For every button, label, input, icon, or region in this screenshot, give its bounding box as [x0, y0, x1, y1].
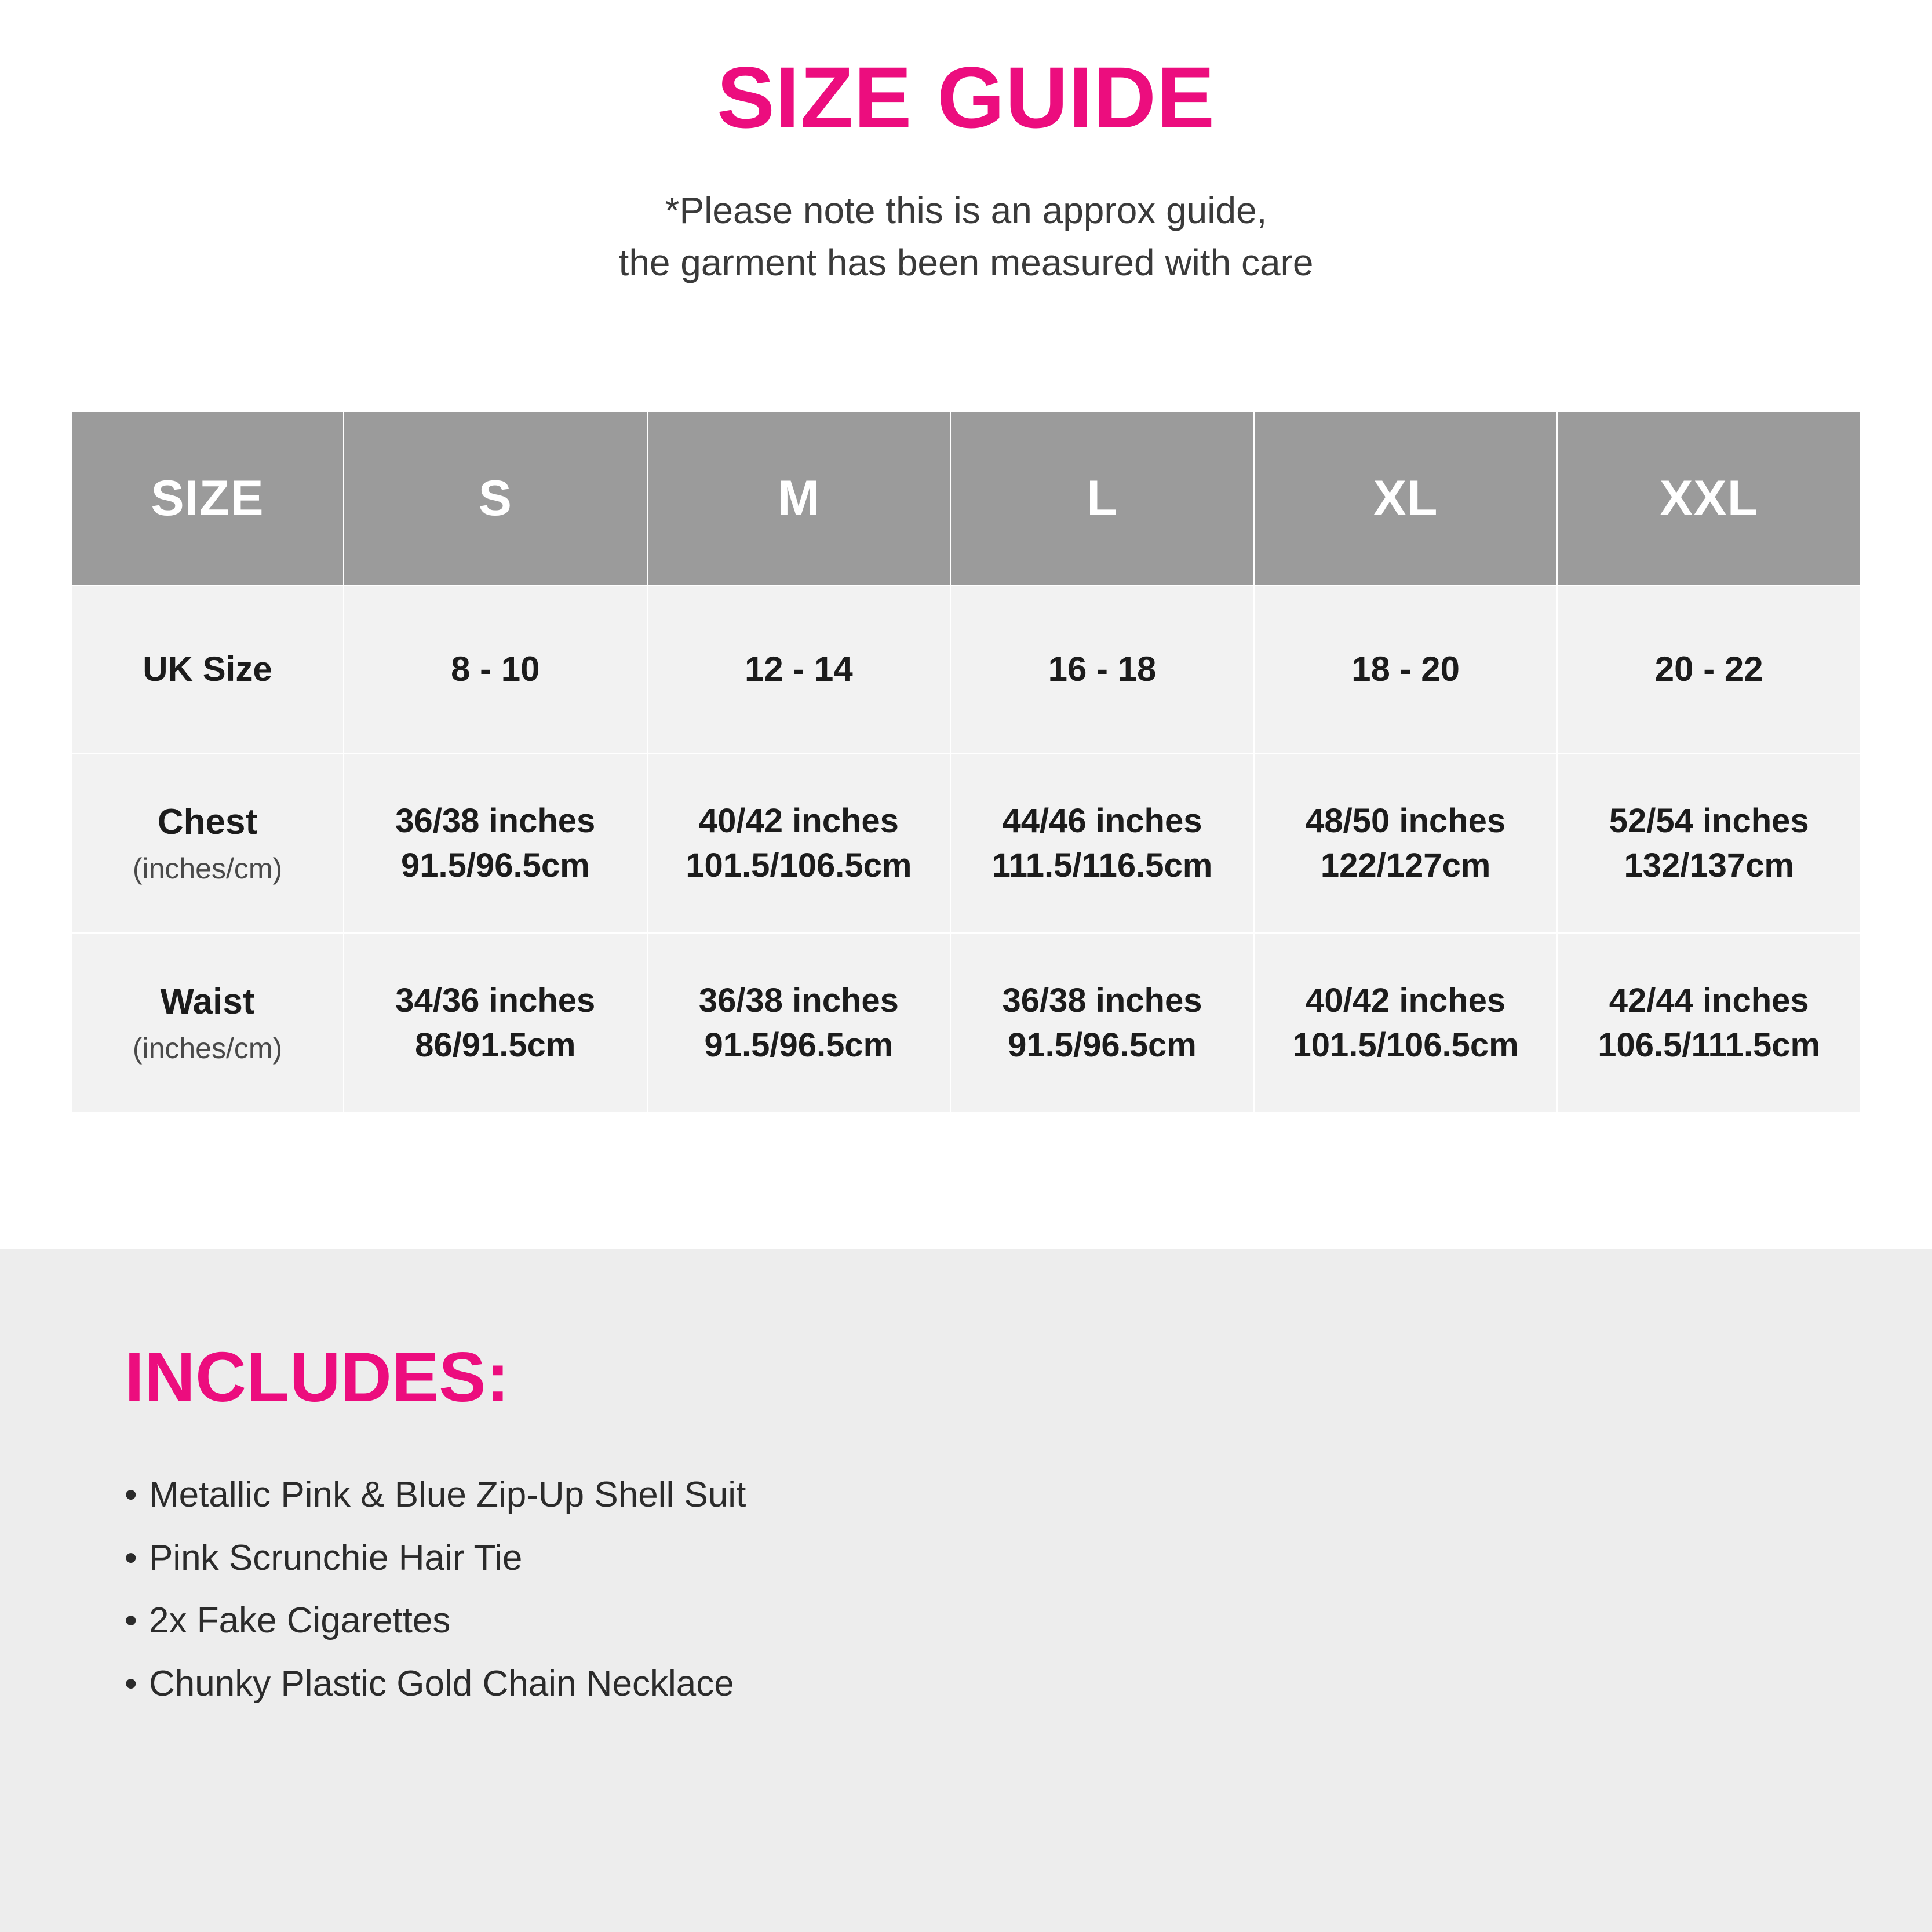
row-label-text: Chest	[157, 802, 258, 843]
cell-line: 86/91.5cm	[415, 1026, 576, 1065]
subtitle-line-2: the garment has been measured with care	[618, 242, 1314, 284]
table-header-row	[71, 411, 1861, 585]
cell-line: 16 - 18	[1048, 650, 1157, 689]
column-header-xxl: XXL	[1557, 411, 1861, 585]
row-label-unit: (inches/cm)	[132, 852, 283, 885]
column-header-l: L	[950, 411, 1254, 585]
cell-line: 20 - 22	[1654, 650, 1763, 689]
table-row	[71, 753, 1861, 933]
includes-list	[125, 1464, 1932, 1715]
cell-uk-s	[344, 585, 647, 753]
cell-uk-m	[647, 585, 951, 753]
column-header-size: SIZE	[71, 411, 344, 585]
cell-waist-l	[950, 933, 1254, 1113]
list-item-label: Chunky Plastic Gold Chain Necklace	[149, 1663, 734, 1704]
bullet-icon: •	[125, 1537, 137, 1578]
list-item	[125, 1590, 1932, 1653]
size-table	[71, 411, 1861, 1113]
cell-line: 91.5/96.5cm	[1008, 1026, 1197, 1065]
cell-line: 12 - 14	[744, 650, 853, 689]
row-label-chest	[71, 753, 344, 933]
cell-line: 44/46 inches	[1002, 801, 1202, 840]
cell-line: 42/44 inches	[1609, 981, 1809, 1019]
cell-line: 132/137cm	[1624, 847, 1794, 885]
page-subtitle	[0, 184, 1932, 290]
size-table-container	[71, 411, 1861, 1113]
cell-line: 8 - 10	[451, 650, 540, 689]
list-item	[125, 1464, 1932, 1527]
cell-uk-xxl	[1557, 585, 1861, 753]
size-table-body	[71, 585, 1861, 1113]
cell-line: 101.5/106.5cm	[1292, 1026, 1519, 1065]
row-label-unit: (inches/cm)	[132, 1032, 283, 1065]
cell-line: 122/127cm	[1320, 847, 1491, 885]
cell-line: 106.5/111.5cm	[1598, 1026, 1821, 1065]
includes-panel	[0, 1249, 1932, 1932]
table-row	[71, 933, 1861, 1113]
cell-line: 101.5/106.5cm	[686, 847, 912, 885]
cell-line: 36/38 inches	[698, 981, 899, 1019]
cell-uk-l	[950, 585, 1254, 753]
cell-waist-m	[647, 933, 951, 1113]
bullet-icon: •	[125, 1601, 137, 1641]
cell-chest-m	[647, 753, 951, 933]
column-header-s: S	[344, 411, 647, 585]
cell-chest-xxl	[1557, 753, 1861, 933]
cell-line: 40/42 inches	[1306, 981, 1506, 1019]
list-item	[125, 1653, 1932, 1716]
cell-line: 40/42 inches	[698, 801, 899, 840]
cell-line: 34/36 inches	[395, 981, 596, 1019]
cell-line: 18 - 20	[1351, 650, 1460, 689]
row-label-uk-size	[71, 585, 344, 753]
bullet-icon: •	[125, 1663, 137, 1704]
row-label-text: Waist	[160, 982, 255, 1022]
column-header-m: M	[647, 411, 951, 585]
list-item-label: Pink Scrunchie Hair Tie	[149, 1537, 523, 1578]
cell-line: 111.5/116.5cm	[991, 847, 1213, 885]
table-row	[71, 585, 1861, 753]
cell-line: 91.5/96.5cm	[704, 1026, 894, 1065]
page-title: SIZE GUIDE	[716, 49, 1216, 146]
list-item-label: Metallic Pink & Blue Zip-Up Shell Suit	[149, 1475, 746, 1515]
row-label-text: UK Size	[143, 650, 272, 689]
cell-waist-xl	[1254, 933, 1558, 1113]
row-label-waist	[71, 933, 344, 1113]
column-header-xl: XL	[1254, 411, 1558, 585]
cell-waist-xxl	[1557, 933, 1861, 1113]
cell-line: 52/54 inches	[1609, 801, 1809, 840]
cell-waist-s	[344, 933, 647, 1113]
cell-uk-xl	[1254, 585, 1558, 753]
cell-chest-l	[950, 753, 1254, 933]
bullet-icon: •	[125, 1475, 137, 1515]
list-item	[125, 1527, 1932, 1590]
cell-chest-s	[344, 753, 647, 933]
size-table-head	[71, 411, 1861, 585]
cell-line: 36/38 inches	[395, 801, 596, 840]
cell-line: 36/38 inches	[1002, 981, 1202, 1019]
subtitle-line-1: *Please note this is an approx guide,	[665, 189, 1267, 231]
list-item-label: 2x Fake Cigarettes	[149, 1601, 451, 1641]
cell-line: 91.5/96.5cm	[400, 847, 590, 885]
cell-line: 48/50 inches	[1306, 801, 1506, 840]
includes-title: INCLUDES:	[125, 1337, 510, 1417]
cell-chest-xl	[1254, 753, 1558, 933]
page-header	[0, 0, 1932, 289]
